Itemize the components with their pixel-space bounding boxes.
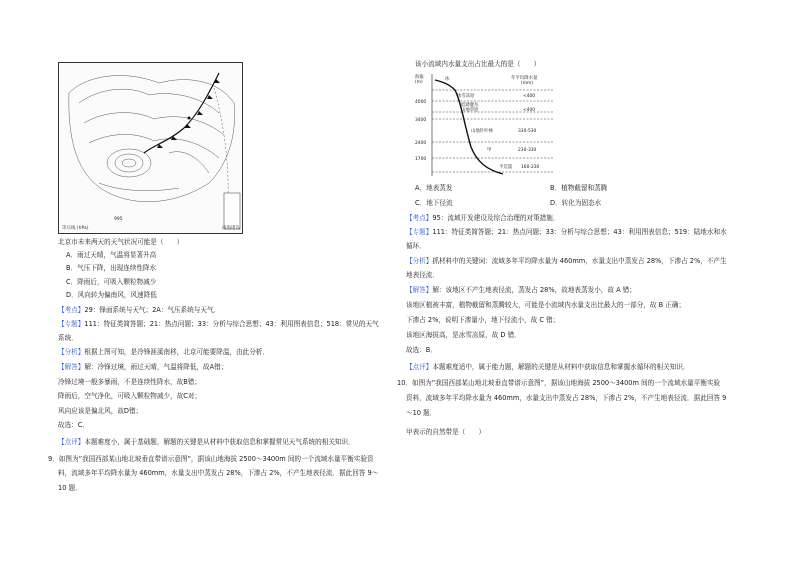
zhuanti-text: 111：特征类简答题；21：热点问题；33：分析与综合思想；43：利用图表信息；519：陆地水和水 [432,228,727,236]
zhuanti-line [406,228,727,236]
zone-precip: 230-330 [518,148,537,153]
zone-label: 山地针叶林 [471,129,493,134]
y-axis-unit: (m) [415,80,423,85]
fenxi-line [406,257,727,265]
right-axis-unit: (mm) [521,81,533,86]
zone-label: 山地草原 [461,108,479,113]
answer-choice: 故选：B． [406,346,437,354]
jieda-text: 解：冷锋过境，雨过天晴，气温将降低，故A错； [84,363,228,371]
jieda-text: 解：该地区不产生地表径流，蒸发占 28%，故地表蒸发小，故 A 错； [432,286,636,294]
kaodian-line [406,214,559,222]
dianping-tag: 【点评】 [58,438,85,446]
dianping-line [58,438,355,446]
jieda-line [58,363,227,371]
option-a: A．雨过天晴，气温将显著升高 [66,251,157,259]
fenxi-line [58,348,269,356]
tick-4000: 4000 [415,100,427,105]
zonation-drawing [415,72,555,178]
question-9-text: 料，流域多年平均降水量为 460mm，水量支出中蒸发占 28%，下渗占 2%，不产生地表径流．据此回答 9～ [58,469,379,477]
question-9-text: 10 题． [58,484,82,492]
zhuanti-tag: 【专题】 [58,320,85,328]
dianping-tag: 【点评】 [406,363,433,371]
zone-label: 半荒漠 [499,165,513,170]
jieda-tag: 【解答】 [406,286,433,294]
zhuanti-text-cont: 系统． [58,334,78,342]
answer-choice: 故选：C． [58,421,89,429]
kaodian-text: 95：流域开发建设及综合治理的对策措施． [432,214,560,222]
map-pressure-label: 995 [114,217,123,222]
right-axis-label: 年平均降水量 [511,76,538,81]
question-9-text: 9．如图为“我国西部某山地北坡垂直带谱示意图”，据该山地海拔 2500～3400m 间的一个流域水量平衡实验资 [48,455,374,463]
tick-2400: 2400 [415,141,427,146]
fenxi-tag: 【分析】 [58,348,85,356]
zhuanti-line [58,320,379,328]
answer-line: 冷锋过境一般多暴雨，不是连续性降水，故B错； [58,378,201,386]
zhuanti-text-cont: 循环． [406,242,426,250]
zone-precip: <400 [523,94,536,99]
kaodian-tag: 【考点】 [406,214,433,222]
option-d: D．转化为固态水 [550,199,602,207]
question-10-text: ～10 题． [406,409,437,417]
kaodian-line [58,306,220,314]
fenxi-text: 抓材料中的关键词：流域多年平均降水量为 460mm，水量支出中蒸发占 28%，下渗占 2%，不产生 [432,257,727,265]
peak-label: 冰 [445,77,450,82]
option-c: C．地下径流 [415,199,453,207]
vertical-zonation-diagram [415,72,555,178]
zone-precip: 160-230 [521,165,540,170]
weather-map-drawing [59,63,242,233]
option-c: C．降雨后，可吸入颗粒物减少 [66,278,157,286]
fenxi-text-cont: 地表径流． [406,271,439,279]
dianping-line [406,363,690,371]
tick-1700: 1700 [415,157,427,162]
kaodian-tag: 【考点】 [58,306,85,314]
zone-precip: 330-530 [518,129,537,134]
kaodian-text: 29：锋面系统与天气；2A：气压系统与天气． [84,306,221,314]
fenxi-tag: 【分析】 [406,257,433,265]
answer-line: 该地区植被丰富，植物截留和蒸腾较大，可能是小流域内水量支出比最大的一部分，故 B 正确； [406,301,686,309]
y-axis-label: 海拔 [415,75,424,80]
question-10-text: 资料，流域多年平均降水量为 460mm，水量支出中蒸发占 28%，下渗占 2%，不产生地表径流．据此回答 9 [406,394,727,402]
dianping-text: 本题难度小，属于基础题，解题的关键是从材料中获取信息和掌握常见天气系统的相关知识． [84,438,355,446]
option-b: B．植物截留和蒸腾 [550,184,608,192]
zone-label: 低矮灌丛 [461,103,479,108]
question-10: 甲表示的自然带是（ ） [406,428,486,436]
answer-line: 下渗占 2%，说明下渗量小，地下径流小，故 C 错； [406,316,560,324]
zone-label: 甲 [487,148,492,153]
option-a: A．地表蒸发 [415,184,453,192]
jieda-line [406,286,636,294]
zone-label: 冰雪冻原 [457,94,475,99]
fenxi-text: 根据上图可知，是冷锋涯溪南移，北京可能要降温，由此分析． [84,348,269,356]
option-b: B．气压下降，出现连续性降水 [66,264,157,272]
jieda-tag: 【解答】 [58,363,85,371]
tick-3400: 3400 [415,118,427,123]
map-inset-label: 南海诸岛 [222,226,240,231]
answer-line: 降雨后，空气净化，可吸入颗粒物减少，故C对； [58,392,202,400]
answer-line: 风向应该是偏北风，故D错； [58,407,143,415]
dianping-text: 本题难度适中，属于能力题，解题的关键是从材料中获取信息和掌握水循环的相关知识． [432,363,690,371]
question-10-text: 10．如图为“我国西部某山地北坡垂直带谱示意图”，据该山地海拔 2500～3400m 间的一个流域水量平衡实验 [397,379,721,387]
weather-map-figure [58,62,243,234]
question-9: 该小流域内水量支出占比最大的是（ ） [415,60,541,68]
map-legend: 等压线 (hPa) [62,226,89,231]
zone-precip: <400 [523,108,536,113]
option-d: D．风向转为偏南风，风速降低 [66,291,157,299]
question-8: 北京市未来两天的天气状况可能是（ ） [58,238,184,246]
zhuanti-text: 111：特征类简答题；21：热点问题；33：分析与综合思想；43：利用图表信息；518：常见的天气 [84,320,379,328]
answer-line: 该地区海拔高，是冰雪冻原，故 D 错． [406,331,521,339]
zhuanti-tag: 【专题】 [406,228,433,236]
